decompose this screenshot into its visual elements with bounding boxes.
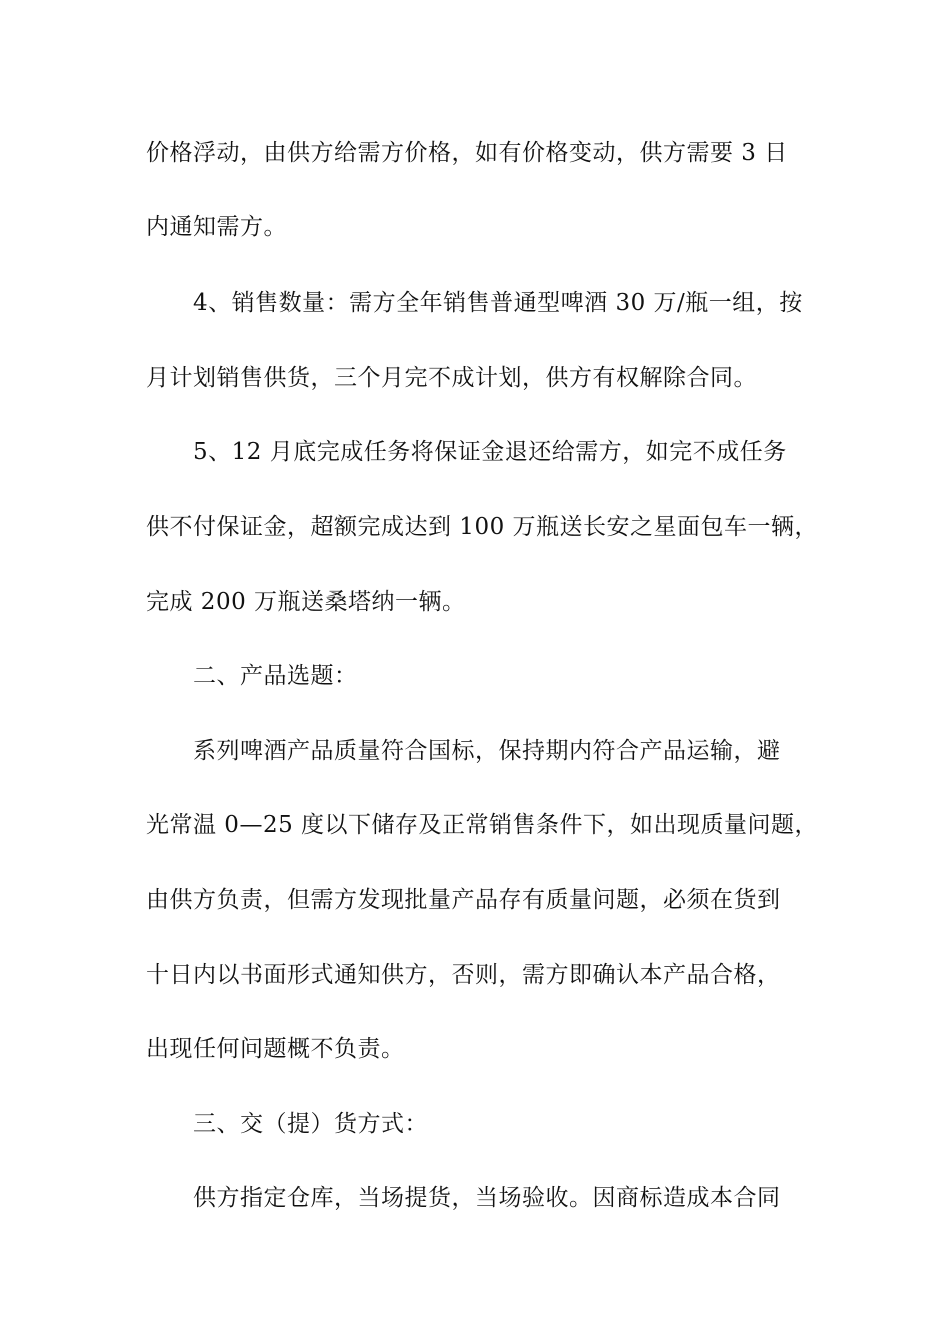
section-heading-delivery: 三、交（提）货方式： <box>193 1111 428 1137</box>
text-line-2: 内通知需方。 <box>146 214 287 240</box>
text-line-1: 价格浮动，由供方给需方价格，如有价格变动，供方需要 3 日 <box>146 140 788 166</box>
text-line-15: 供方指定仓库，当场提货，当场验收。因商标造成本合同 <box>193 1185 781 1211</box>
text-line-12: 十日内以书面形式通知供方，否则，需方即确认本产品合格， <box>146 962 781 988</box>
text-line-4: 月计划销售供货，三个月完不成计划，供方有权解除合同。 <box>146 365 757 391</box>
text-line-6: 供不付保证金，超额完成达到 100 万瓶送长安之星面包车一辆， <box>146 514 819 540</box>
text-line-9: 系列啤酒产品质量符合国标，保持期内符合产品运输，避 <box>193 738 781 764</box>
text-line-5: 5、12 月底完成任务将保证金退还给需方，如完不成任务 <box>193 439 787 465</box>
text-line-13: 出现任何问题概不负责。 <box>146 1036 405 1062</box>
text-line-10: 光常温 0—25 度以下储存及正常销售条件下，如出现质量问题， <box>146 812 819 838</box>
text-line-3: 4、销售数量：需方全年销售普通型啤酒 30 万/瓶一组，按 <box>193 290 803 316</box>
section-heading-products: 二、产品选题： <box>193 663 358 689</box>
text-line-7: 完成 200 万瓶送桑塔纳一辆。 <box>146 589 466 615</box>
text-line-11: 由供方负责，但需方发现批量产品存有质量问题，必须在货到 <box>146 887 781 913</box>
